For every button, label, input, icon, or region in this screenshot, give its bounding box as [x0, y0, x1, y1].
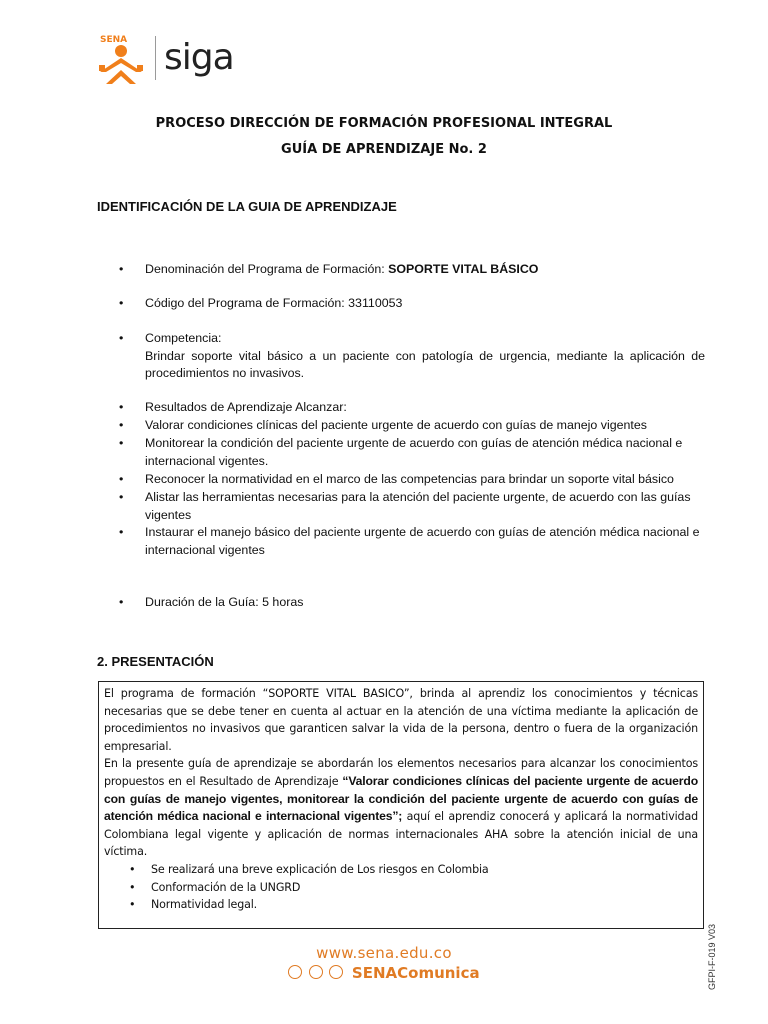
sena-logo-icon [96, 32, 156, 88]
sena-logo-text: SENA [100, 35, 128, 45]
program-value: SOPORTE VITAL BÁSICO [388, 262, 539, 276]
program-item [119, 261, 705, 279]
p2-end: aquí el aprendiz conocerá y aplicará la normatividad Colombiana legal vigente y aplicación de normas internacionales AHA sobre la atención inicial de una víctima. [104, 810, 698, 859]
footer-url: www.sena.edu.co [316, 944, 452, 962]
guide-title: GUÍA DE APRENDIZAJE No. 2 [281, 142, 487, 157]
bullet: • [119, 331, 124, 345]
program-label: Denominación del Programa de Formación: [145, 262, 389, 276]
presentation-paragraph-2 [104, 755, 698, 861]
logo-divider [155, 36, 156, 80]
duration-text: Duración de la Guía: 5 horas [145, 595, 304, 609]
program-code: Código del Programa de Formación: 33110053 [145, 296, 403, 310]
result-text: Valorar condiciones clínicas del paciente urgente de acuerdo con guías de manejo vigentes [145, 418, 647, 432]
presentation-item-text: Conformación de la UNGRD [151, 880, 301, 894]
facebook-icon [288, 965, 302, 979]
bullet: • [119, 472, 124, 486]
presentation-paragraph-1: El programa de formación “SOPORTE VITAL BASICO”, brinda al aprendiz los conocimientos y técnicas necesarias que se debe tener en cuenta al actuar en la atención de una víctima mediante la aplicación de procedimientos no invasivos que garanticen salvar la vida de la persona, dentro o fuera de la organización empresarial. [104, 687, 698, 753]
bullet: • [119, 490, 124, 504]
competence-text: Brindar soporte vital básico a un paciente con patología de urgencia, mediante la aplicación de procedimientos no invasivos. [145, 348, 705, 380]
presentation-heading: 2. PRESENTACIÓN [97, 654, 214, 669]
presentation-item [104, 879, 698, 897]
p2-emphasis: “Valorar condiciones clínicas del paciente urgente de acuerdo con guías de manejo vigentes, monitorear la condición del paciente urgente de acuerdo con guías de atención médica nacional e internacional vigentes”; [104, 773, 698, 824]
process-title: PROCESO DIRECCIÓN DE FORMACIÓN PROFESIONAL INTEGRAL [155, 116, 613, 131]
bullet: • [119, 595, 124, 609]
p2-start: En la presente guía de aprendizaje se abordarán los elementos necesarios para alcanzar los conocimientos propuestos en el Resultado de Aprendizaje [104, 757, 698, 788]
bullet: • [119, 436, 124, 450]
results-label: Resultados de Aprendizaje Alcanzar: [145, 400, 347, 414]
presentation-item [104, 896, 698, 914]
competence-item [119, 330, 705, 383]
bullet: • [129, 862, 136, 876]
bullet: • [119, 296, 124, 310]
youtube-icon [329, 965, 343, 979]
identification-heading: IDENTIFICACIÓN DE LA GUIA DE APRENDIZAJE [97, 199, 397, 214]
result-item [119, 471, 705, 489]
form-code: GFPI-F-019 V03 [707, 923, 717, 990]
bullet: • [129, 880, 136, 894]
bullet: • [119, 262, 124, 276]
bullet: • [119, 400, 124, 414]
social-handle: SENAComunica [351, 964, 480, 982]
footer-social [0, 964, 768, 982]
result-text: Alistar las herramientas necesarias para la atención del paciente urgente, de acuerdo con las guías vigentes [145, 490, 691, 522]
siga-logo: siga [164, 37, 234, 78]
duration-item [119, 594, 705, 612]
bullet: • [119, 418, 124, 432]
results-label-item [119, 399, 705, 417]
presentation-text [104, 685, 698, 914]
result-text: Instaurar el manejo básico del paciente urgente de acuerdo con guías de atención médica nacional e internacional vigentes [145, 525, 700, 557]
presentation-list [104, 861, 698, 914]
code-item [119, 295, 705, 313]
bullet: • [119, 525, 124, 539]
presentation-box [98, 681, 704, 929]
bullet: • [129, 898, 136, 912]
presentation-item [104, 861, 698, 879]
result-text: Monitorear la condición del paciente urgente de acuerdo con guías de atención médica nacional e internacional vigentes. [145, 436, 683, 468]
result-item [119, 417, 705, 435]
competence-label: Competencia: [145, 331, 222, 345]
presentation-item-text: Normatividad legal. [151, 898, 258, 912]
result-item [119, 524, 705, 559]
result-item [119, 435, 705, 470]
result-text: Reconocer la normatividad en el marco de las competencias para brindar un soporte vital básico [145, 472, 674, 486]
result-item [119, 489, 705, 524]
presentation-item-text: Se realizará una breve explicación de Los riesgos en Colombia [151, 862, 489, 876]
twitter-icon [309, 965, 323, 979]
